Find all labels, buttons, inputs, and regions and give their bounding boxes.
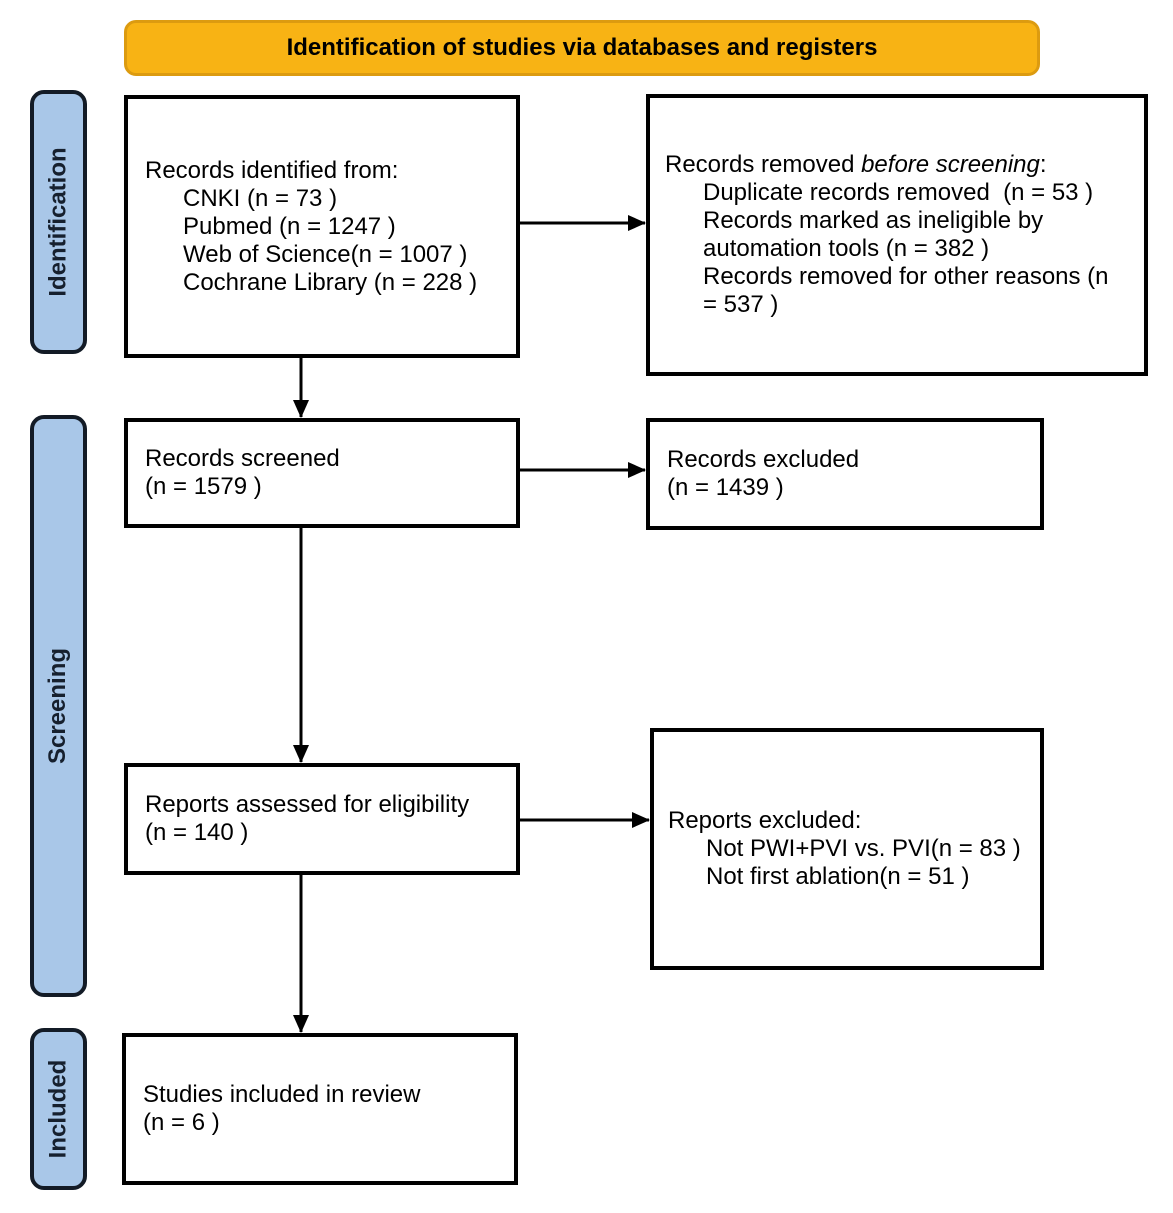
stage-identification-label: Identification [44, 147, 72, 297]
stage-screening-label: Screening [44, 647, 72, 765]
records-excluded-line: Records excluded [667, 446, 860, 473]
box-reports-excluded [650, 728, 1044, 970]
reports-assessed-count: (n = 140 ) [145, 819, 249, 846]
records-screened-line: Records screened [145, 445, 340, 472]
box-records-screened [124, 418, 520, 528]
box-studies-included [122, 1033, 518, 1185]
banner-title-label: Identification of studies via databases and registers [286, 34, 878, 61]
records-identified-item: Cochrane Library (n = 228 ) [183, 268, 478, 296]
records-removed-title-suffix: : [1039, 151, 1047, 178]
reports-excluded-item: Not PWI+PVI vs. PVI(n = 83 ) [706, 835, 1021, 862]
records-identified-item: Web of Science(n = 1007 ) [183, 240, 468, 268]
banner-title [124, 20, 1040, 76]
stage-identification [30, 90, 87, 354]
records-identified-title: Records identified from: [145, 156, 399, 184]
stage-screening [30, 415, 87, 997]
records-removed-item: Records removed for other reasons (n = 537 ) [703, 263, 1116, 318]
records-removed-item: Records marked as ineligible by automation tools (n = 382 ) [703, 207, 1050, 262]
reports-excluded-title: Reports excluded: [668, 807, 862, 834]
records-removed-item: Duplicate records removed (n = 53 ) [703, 179, 1094, 206]
stage-included [30, 1028, 87, 1190]
box-records-excluded [646, 418, 1044, 530]
records-removed-title [665, 151, 1114, 179]
reports-assessed-line: Reports assessed for eligibility [145, 791, 470, 818]
box-reports-assessed [124, 763, 520, 875]
reports-excluded-item: Not first ablation(n = 51 ) [706, 863, 970, 890]
stage-included-label: Included [44, 1059, 72, 1159]
records-removed-title-prefix: Records removed [665, 151, 862, 178]
studies-included-line: Studies included in review [143, 1081, 421, 1108]
records-identified-item: CNKI (n = 73 ) [183, 184, 338, 212]
records-screened-count: (n = 1579 ) [145, 473, 262, 500]
box-records-removed [646, 94, 1148, 376]
records-identified-item: Pubmed (n = 1247 ) [183, 212, 396, 240]
box-records-identified [124, 95, 520, 358]
records-excluded-count: (n = 1439 ) [667, 474, 784, 501]
studies-included-count: (n = 6 ) [143, 1109, 220, 1136]
records-removed-title-italic: before screening [861, 151, 1040, 178]
